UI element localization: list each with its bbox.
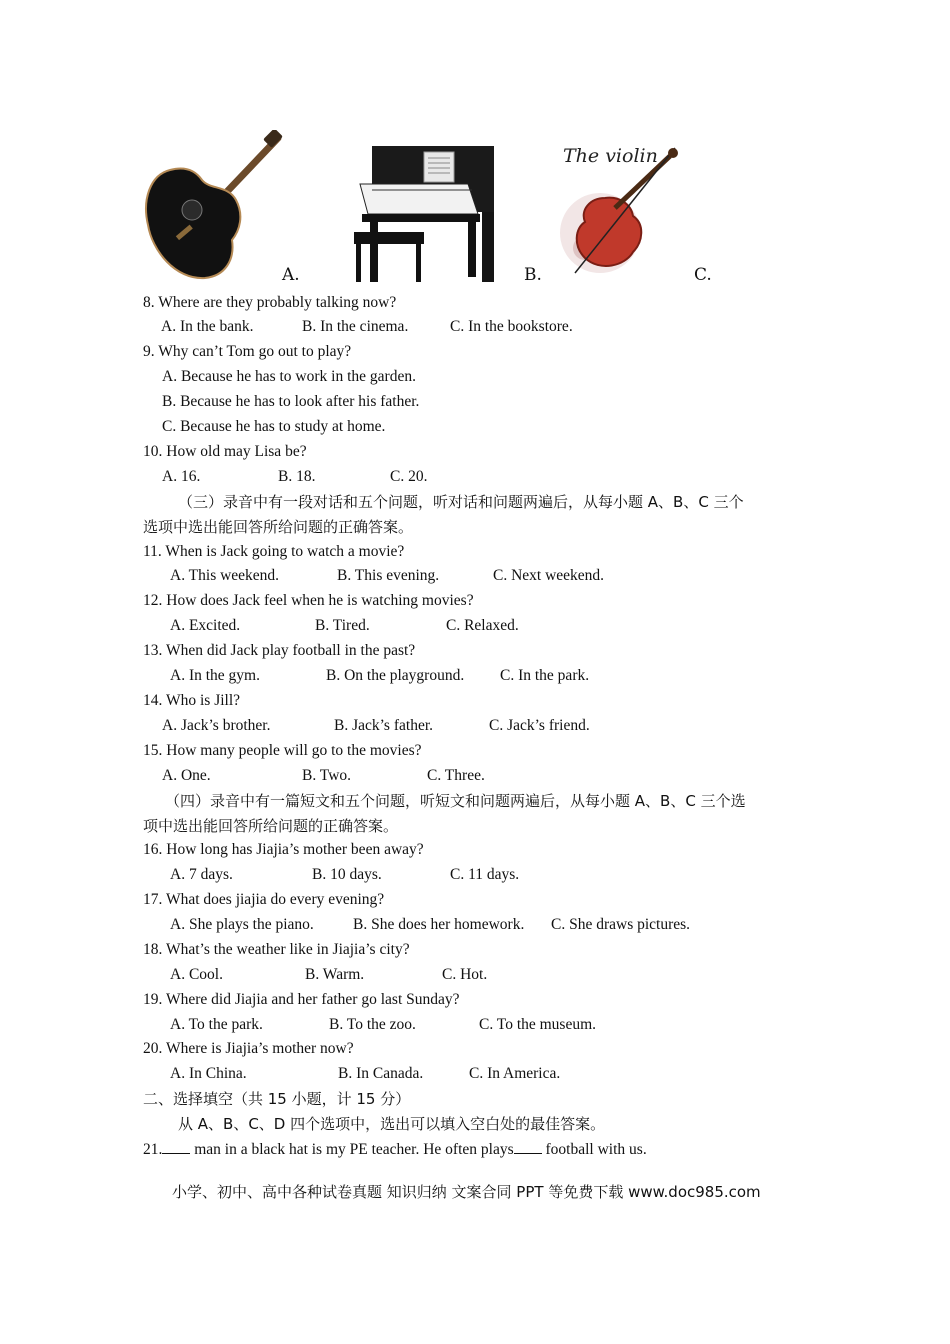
q13-option-a: A. In the gym.	[170, 667, 260, 684]
part-2-instruction: 从 A、B、C、D 四个选项中，选出可以填入空白处的最佳答案。	[178, 1115, 606, 1133]
q18-option-a: A. Cool.	[170, 966, 223, 983]
q11-option-b: B. This evening.	[337, 567, 440, 584]
q8-option-b: B. In the cinema.	[302, 318, 409, 335]
q11-option-a: A. This weekend.	[170, 567, 280, 584]
q11-option-c: C. Next weekend.	[493, 567, 605, 584]
q13-option-b: B. On the playground.	[326, 667, 465, 684]
q20-option-c: C. In America.	[469, 1065, 561, 1082]
q15-option-b: B. Two.	[302, 767, 352, 784]
q8-option-a: A. In the bank.	[161, 318, 254, 335]
q15-option-a: A. One.	[162, 767, 211, 784]
question-18: 18. What’s the weather like in Jiajia’s city?	[143, 941, 410, 958]
answer-blank	[162, 1139, 190, 1154]
q14-option-b: B. Jack’s father.	[334, 717, 434, 734]
question-15: 15. How many people will go to the movies?	[143, 742, 422, 759]
section-3-instruction-line2: 选项中选出能回答所给问题的正确答案。	[143, 518, 414, 536]
q12-option-a: A. Excited.	[170, 617, 241, 634]
q9-option-b: B. Because he has to look after his father.	[162, 393, 420, 410]
question-11: 11. When is Jack going to watch a movie?	[143, 543, 405, 560]
q9-option-a: A. Because he has to work in the garden.	[162, 368, 416, 385]
question-21-part1: man in a black hat is my PE teacher. He often plays	[190, 1141, 514, 1158]
image-c-label: C.	[694, 265, 712, 285]
page-footer: 小学、初中、高中各种试卷真题 知识归纳 文案合同 PPT 等免费下载 www.doc985.com	[172, 1183, 761, 1201]
answer-blank	[514, 1139, 542, 1154]
q12-option-c: C. Relaxed.	[446, 617, 519, 634]
q19-option-c: C. To the museum.	[479, 1016, 597, 1033]
q19-option-b: B. To the zoo.	[329, 1016, 416, 1033]
image-b-label: B.	[524, 265, 542, 285]
q14-option-c: C. Jack’s friend.	[489, 717, 590, 734]
q10-option-b: B. 18.	[278, 468, 316, 485]
part-2-title: 二、选择填空（共 15 小题，计 15 分）	[143, 1090, 411, 1108]
question-21	[143, 1139, 647, 1160]
question-9: 9. Why can’t Tom go out to play?	[143, 343, 352, 360]
q14-option-a: A. Jack’s brother.	[162, 717, 271, 734]
question-10: 10. How old may Lisa be?	[143, 443, 307, 460]
question-17: 17. What does jiajia do every evening?	[143, 891, 385, 908]
q20-option-b: B. In Canada.	[338, 1065, 424, 1082]
q17-option-a: A. She plays the piano.	[170, 916, 314, 933]
question-20: 20. Where is Jiajia’s mother now?	[143, 1040, 354, 1057]
question-19: 19. Where did Jiajia and her father go last Sunday?	[143, 991, 460, 1008]
q20-option-a: A. In China.	[170, 1065, 247, 1082]
question-12: 12. How does Jack feel when he is watching movies?	[143, 592, 474, 609]
question-21-number: 21.	[143, 1141, 163, 1158]
q16-option-c: C. 11 days.	[450, 866, 520, 883]
question-21-part2: football with us.	[541, 1141, 647, 1158]
q17-option-c: C. She draws pictures.	[551, 916, 691, 933]
q10-option-a: A. 16.	[162, 468, 201, 485]
q10-option-c: C. 20.	[390, 468, 428, 485]
q17-option-b: B. She does her homework.	[353, 916, 525, 933]
q15-option-c: C. Three.	[427, 767, 485, 784]
section-3-instruction-line1: （三）录音中有一段对话和五个问题，听对话和问题两遍后，从每小题 A、B、C 三个	[178, 493, 744, 511]
violin-icon	[545, 138, 695, 283]
q16-option-b: B. 10 days.	[312, 866, 382, 883]
q18-option-b: B. Warm.	[305, 966, 365, 983]
q8-option-c: C. In the bookstore.	[450, 318, 573, 335]
question-13: 13. When did Jack play football in the past?	[143, 642, 416, 659]
section-4-instruction-line1: （四）录音中有一篇短文和五个问题，听短文和问题两遍后，从每小题 A、B、C 三个选	[165, 792, 746, 810]
image-a-label: A.	[282, 265, 300, 285]
q16-option-a: A. 7 days.	[170, 866, 233, 883]
q19-option-a: A. To the park.	[170, 1016, 263, 1033]
violin-caption: The violin	[563, 145, 658, 167]
question-14: 14. Who is Jill?	[143, 692, 241, 709]
q18-option-c: C. Hot.	[442, 966, 488, 983]
question-8: 8. Where are they probably talking now?	[143, 294, 397, 311]
question-16: 16. How long has Jiajia’s mother been away?	[143, 841, 424, 858]
guitar-icon	[140, 130, 285, 285]
piano-icon	[350, 140, 500, 285]
q12-option-b: B. Tired.	[315, 617, 370, 634]
section-4-instruction-line2: 项中选出能回答所给问题的正确答案。	[143, 817, 399, 835]
q9-option-c: C. Because he has to study at home.	[162, 418, 386, 435]
q13-option-c: C. In the park.	[500, 667, 590, 684]
